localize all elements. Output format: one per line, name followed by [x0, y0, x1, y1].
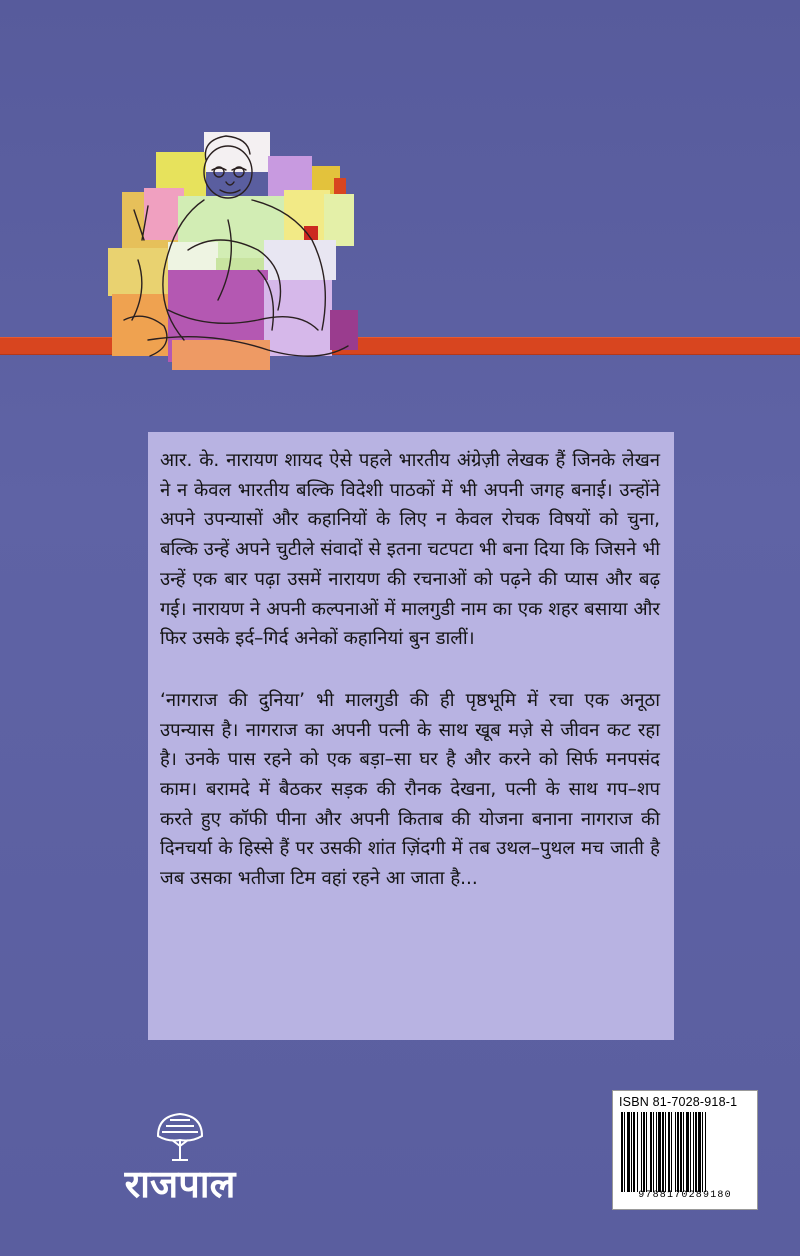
blurb-paragraph-1: आर. के. नारायण शायद ऐसे पहले भारतीय अंग्रेज़ी लेखक हैं जिनके लेखन ने न केवल भारतीय बल्कि विदेशी पाठकों में भी अपनी जगह बनाई। उन्होंने अपने उपन्यासों और कहानियों के लिए न केवल रोचक विषयों को चुना, बल्कि उन्हें अपने चुटीले संवादों से इतना चटपटा भी बना दिया कि जिसने भी उन्हें एक बार पढ़ा उसमें नारायण की रचनाओं को पढ़ने की प्यास और बढ़ गई। नारायण ने अपनी कल्पनाओं में मालगुडी नाम का एक शहर बसाया और फिर उसके इर्द–गिर्द अनेकों कहानियां बुन डालीं। — [160, 450, 660, 650]
barcode-digits: 9788170289180 — [638, 1190, 732, 1201]
isbn-barcode-box — [612, 1090, 758, 1210]
tree-logo-icon — [152, 1112, 208, 1164]
isbn-label: ISBN 81-7028-918-1 — [619, 1095, 738, 1109]
author-caricature-collage-icon — [108, 130, 360, 372]
blurb-paragraph-2: ‘नागराज की दुनिया’ भी मालगुडी की ही पृष्ठभूमि में रचा एक अनूठा उपन्यास है। नागराज का अपनी पत्नी के साथ खूब मज़े से जीवन कट रहा है। उनके पास रहने को एक बड़ा–सा घर है और करने को सिर्फ मनपसंद काम। बरामदे में बैठकर सड़क की रौनक देखना, पत्नी के साथ गप–शप करते हुए कॉफी पीना और अपनी किताब की योजना बनाना नागराज की दिनचर्या के हिस्से हैं पर उसकी शांत ज़िंदगी में तब उथल–पुथल मच जाती है जब उसका भतीजा टिम वहां रहने आ जाता है... — [160, 689, 660, 890]
barcode-icon — [619, 1112, 751, 1194]
blurb-box — [148, 432, 674, 1040]
publisher-name: राजपाल — [124, 1162, 236, 1206]
publisher-logo — [110, 1112, 250, 1212]
